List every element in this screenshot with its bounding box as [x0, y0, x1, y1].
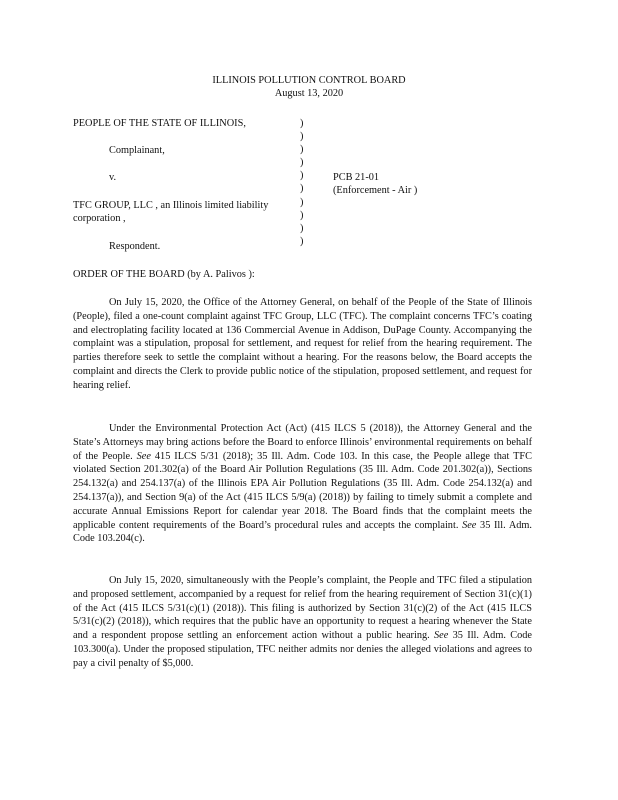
- caption-bracket: ): [300, 235, 304, 247]
- order-heading: ORDER OF THE BOARD (by A. Palivos ):: [73, 269, 255, 280]
- defendant-entity-type: corporation ,: [73, 213, 126, 224]
- paragraph-1: [73, 296, 532, 393]
- caption-bracket: ): [300, 131, 304, 143]
- paragraph-2-text-a: Under the Environmental Protection Act (Act) (415 ILCS 5 (2018)), the Attorney General and the State’s Attorneys may bring actions before the Board to enforce Illinois’ environmental requirements on behalf of the People.: [73, 423, 532, 462]
- paragraph-3: [73, 574, 532, 671]
- paragraph-3-text-b: 35 Ill. Adm. Code 103.300(a). Under the proposed stipulation, TFC neither admits nor denies the alleged violations and agrees to pay a civil penalty of $5,000.: [73, 630, 532, 669]
- caption-bracket: ): [300, 144, 304, 156]
- plaintiff-role: Complainant,: [109, 145, 165, 156]
- plaintiff-name: PEOPLE OF THE STATE OF ILLINOIS,: [73, 118, 246, 129]
- paragraph-3-text-a: On July 15, 2020, simultaneously with the People’s complaint, the People and TFC filed a stipulation and proposed settlement, accompanied by a request for relief from the hearing requirement of Section 31(c)(1) of the Act (415 ILCS 5/31(c)(1) (2018)). This filing is authorized by Section 31(c)(2) of the Act (415 ILCS 5/31(c)(2) (2018)), which requires that the public have an opportunity to request a hearing whenever the State and a respondent propose settling an enforcement action without a public hearing.: [73, 575, 532, 642]
- defendant-role: Respondent.: [109, 241, 161, 252]
- paragraph-2: [73, 422, 532, 546]
- case-type: (Enforcement - Air ): [333, 185, 418, 196]
- order-date: August 13, 2020: [274, 88, 344, 99]
- caption-bracket: ): [300, 196, 304, 208]
- see-signal: See: [434, 630, 449, 642]
- caption-bracket: ): [300, 157, 304, 169]
- caption-bracket: ): [300, 209, 304, 221]
- see-signal: See: [136, 450, 151, 462]
- versus-label: v.: [109, 172, 117, 183]
- defendant-name: TFC GROUP, LLC , an Illinois limited liability: [73, 200, 269, 211]
- caption-bracket: ): [300, 118, 304, 129]
- see-signal: See: [462, 519, 477, 531]
- paragraph-2-text-b: 415 ILCS 5/31 (2018); 35 Ill. Adm. Code 103. In this case, the People allege that TFC violated Section 201.302(a) of the Board Air Pollution Regulations (35 Ill. Adm. Code 201.302(a)), Sections 254.132(a) and 254.137(a) of the Illinois EPA Air Pollution Regulations (35 Ill. Adm. Code 254.132(a) and 254.137(a)), and Section 9(a) of the Act (415 ILCS 5/9(a) (2018)) by failing to timely submit a complete and accurate Annual Emissions Report for calendar year 2018. The Board finds that the complaint meets the applicable content requirements of the Board’s procedural rules and accepts the complaint.: [73, 450, 533, 531]
- case-number: PCB 21-01: [333, 172, 380, 183]
- caption-bracket: ): [300, 222, 304, 234]
- paragraph-1-text: On July 15, 2020, the Office of the Attorney General, on behalf of the People of the State of Illinois (People), filed a one-count complaint against TFC Group, LLC (TFC). The complaint concerns TFC’s coating and electroplating facility located at 136 Commercial Avenue in Addison, DuPage County. Accompanying the complaint was a stipulation, proposal for settlement, and request for relief from the hearing requirement. The parties therefore seek to settle the complaint without a hearing. For the reasons below, the Board accepts the complaint and directs the Clerk to provide public notice of the stipulation, proposed settlement, and request for hearing relief.: [73, 297, 532, 391]
- paragraph-2-text-c: 35 Ill. Adm. Code 103.204(c).: [73, 519, 532, 545]
- caption-bracket: ): [300, 170, 304, 182]
- caption-bracket: ): [300, 183, 304, 195]
- agency-title: ILLINOIS POLLUTION CONTROL BOARD: [212, 75, 406, 86]
- caption-bracket-column: [300, 117, 308, 248]
